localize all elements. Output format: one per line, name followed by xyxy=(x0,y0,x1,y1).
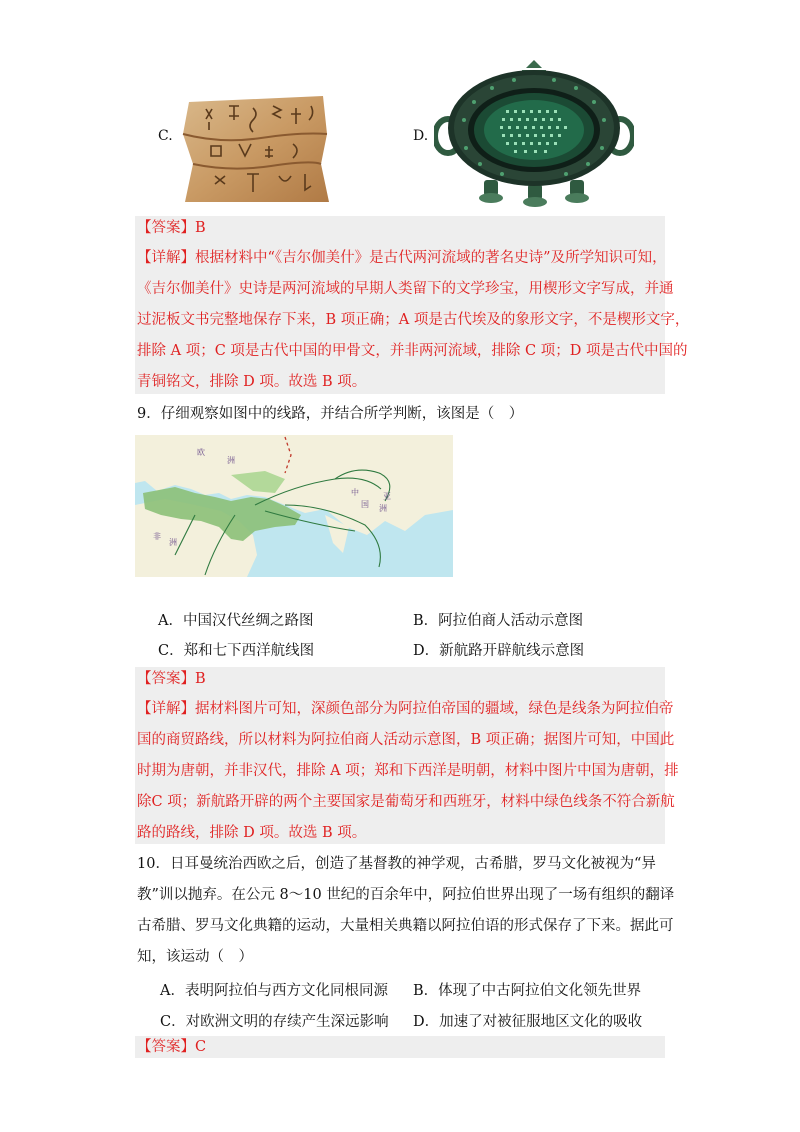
option-c-label: C. xyxy=(158,128,173,144)
explanation-text: 据材料图片可知，深颜色部分为阿拉伯帝国的疆域，绿色是线条为阿拉伯帝 xyxy=(195,701,674,717)
map-label: 国 xyxy=(361,500,369,509)
q9-stem: 9．仔细观察如图中的线路，并结合所学判断，该图是（ ） xyxy=(137,406,524,422)
map-label: 洲 xyxy=(169,538,177,547)
explanation-text: 根据材料中“《吉尔伽美什》是古代两河流域的著名史诗”及所学知识可知， xyxy=(195,250,667,266)
bronze-vessel-image xyxy=(434,58,634,208)
q9-explanation-line-5: 路的路线，排除 D 项。故选 B 项。 xyxy=(137,825,367,841)
q9-option-d: D．新航路开辟航线示意图 xyxy=(413,643,585,659)
q10-stem-line-2: 教”训以抛弃。在公元 8～10 世纪的百余年中，阿拉伯世界出现了一场有组织的翻译 xyxy=(137,887,675,903)
option-d-label: D. xyxy=(413,128,429,144)
q8-explanation-line-3: 过泥板文书完整地保存下来，B 项正确；A 项是古代埃及的象形文字，不是楔形文字， xyxy=(137,312,690,328)
map-label: 亚 xyxy=(383,492,391,501)
q10-answer-block xyxy=(135,1036,665,1058)
q10-option-c: C．对欧洲文明的存续产生深远影响 xyxy=(160,1014,389,1030)
map-label: 洲 xyxy=(379,504,387,513)
explanation-prefix: 【详解】 xyxy=(137,701,195,717)
q9-answer-block xyxy=(135,667,665,844)
q9-option-b: B．阿拉伯商人活动示意图 xyxy=(413,613,584,629)
map-label: 中 xyxy=(351,488,359,497)
q9-explanation-line-1 xyxy=(137,699,674,719)
q10-option-d: D．加速了对被征服地区文化的吸收 xyxy=(413,1014,643,1030)
oracle-bone-image xyxy=(181,94,331,204)
q9-option-c: C．郑和七下西洋航线图 xyxy=(158,643,315,659)
q8-answer-block xyxy=(135,216,665,394)
q10-option-b: B．体现了中古阿拉伯文化领先世界 xyxy=(413,983,642,999)
q10-option-a: A．表明阿拉伯与西方文化同根同源 xyxy=(160,983,388,999)
q9-option-a: A．中国汉代丝绸之路图 xyxy=(158,613,314,629)
q10-answer: 【答案】C xyxy=(137,1039,207,1055)
arab-trade-map xyxy=(135,435,453,577)
q9-explanation-line-2: 国的商贸路线，所以材料为阿拉伯商人活动示意图，B 项正确；据图片可知，中国此 xyxy=(137,732,675,748)
map-label: 非 xyxy=(153,532,161,541)
map-label: 洲 xyxy=(227,456,235,465)
q8-explanation-line-4: 排除 A 项；C 项是古代中国的甲骨文，并非两河流域，排除 C 项；D 项是古代中国的 xyxy=(137,343,688,359)
q9-answer: 【答案】B xyxy=(137,671,206,687)
q8-explanation-line-2: 《吉尔伽美什》史诗是两河流域的早期人类留下的文学珍宝，用楔形文字写成，并通 xyxy=(137,281,674,297)
map-label: 欧 xyxy=(197,448,205,457)
q10-stem-line-3: 古希腊、罗马文化典籍的运动，大量相关典籍以阿拉伯语的形式保存了下来。据此可 xyxy=(137,918,674,934)
q8-explanation-line-5: 青铜铭文，排除 D 项。故选 B 项。 xyxy=(137,374,367,390)
q9-explanation-line-4: 除C 项；新航路开辟的两个主要国家是葡萄牙和西班牙，材料中绿色线条不符合新航 xyxy=(137,794,675,810)
q8-explanation-line-1 xyxy=(137,248,667,268)
q10-stem-line-1: 10．日耳曼统治西欧之后，创造了基督教的神学观，古希腊，罗马文化被视为“异 xyxy=(137,856,656,872)
explanation-prefix: 【详解】 xyxy=(137,250,195,266)
q8-answer: 【答案】B xyxy=(137,220,206,236)
q9-explanation-line-3: 时期为唐朝，并非汉代，排除 A 项；郑和下西洋是明朝，材料中图片中国为唐朝，排 xyxy=(137,763,679,779)
q10-stem-line-4: 知，该运动（ ） xyxy=(137,949,253,965)
